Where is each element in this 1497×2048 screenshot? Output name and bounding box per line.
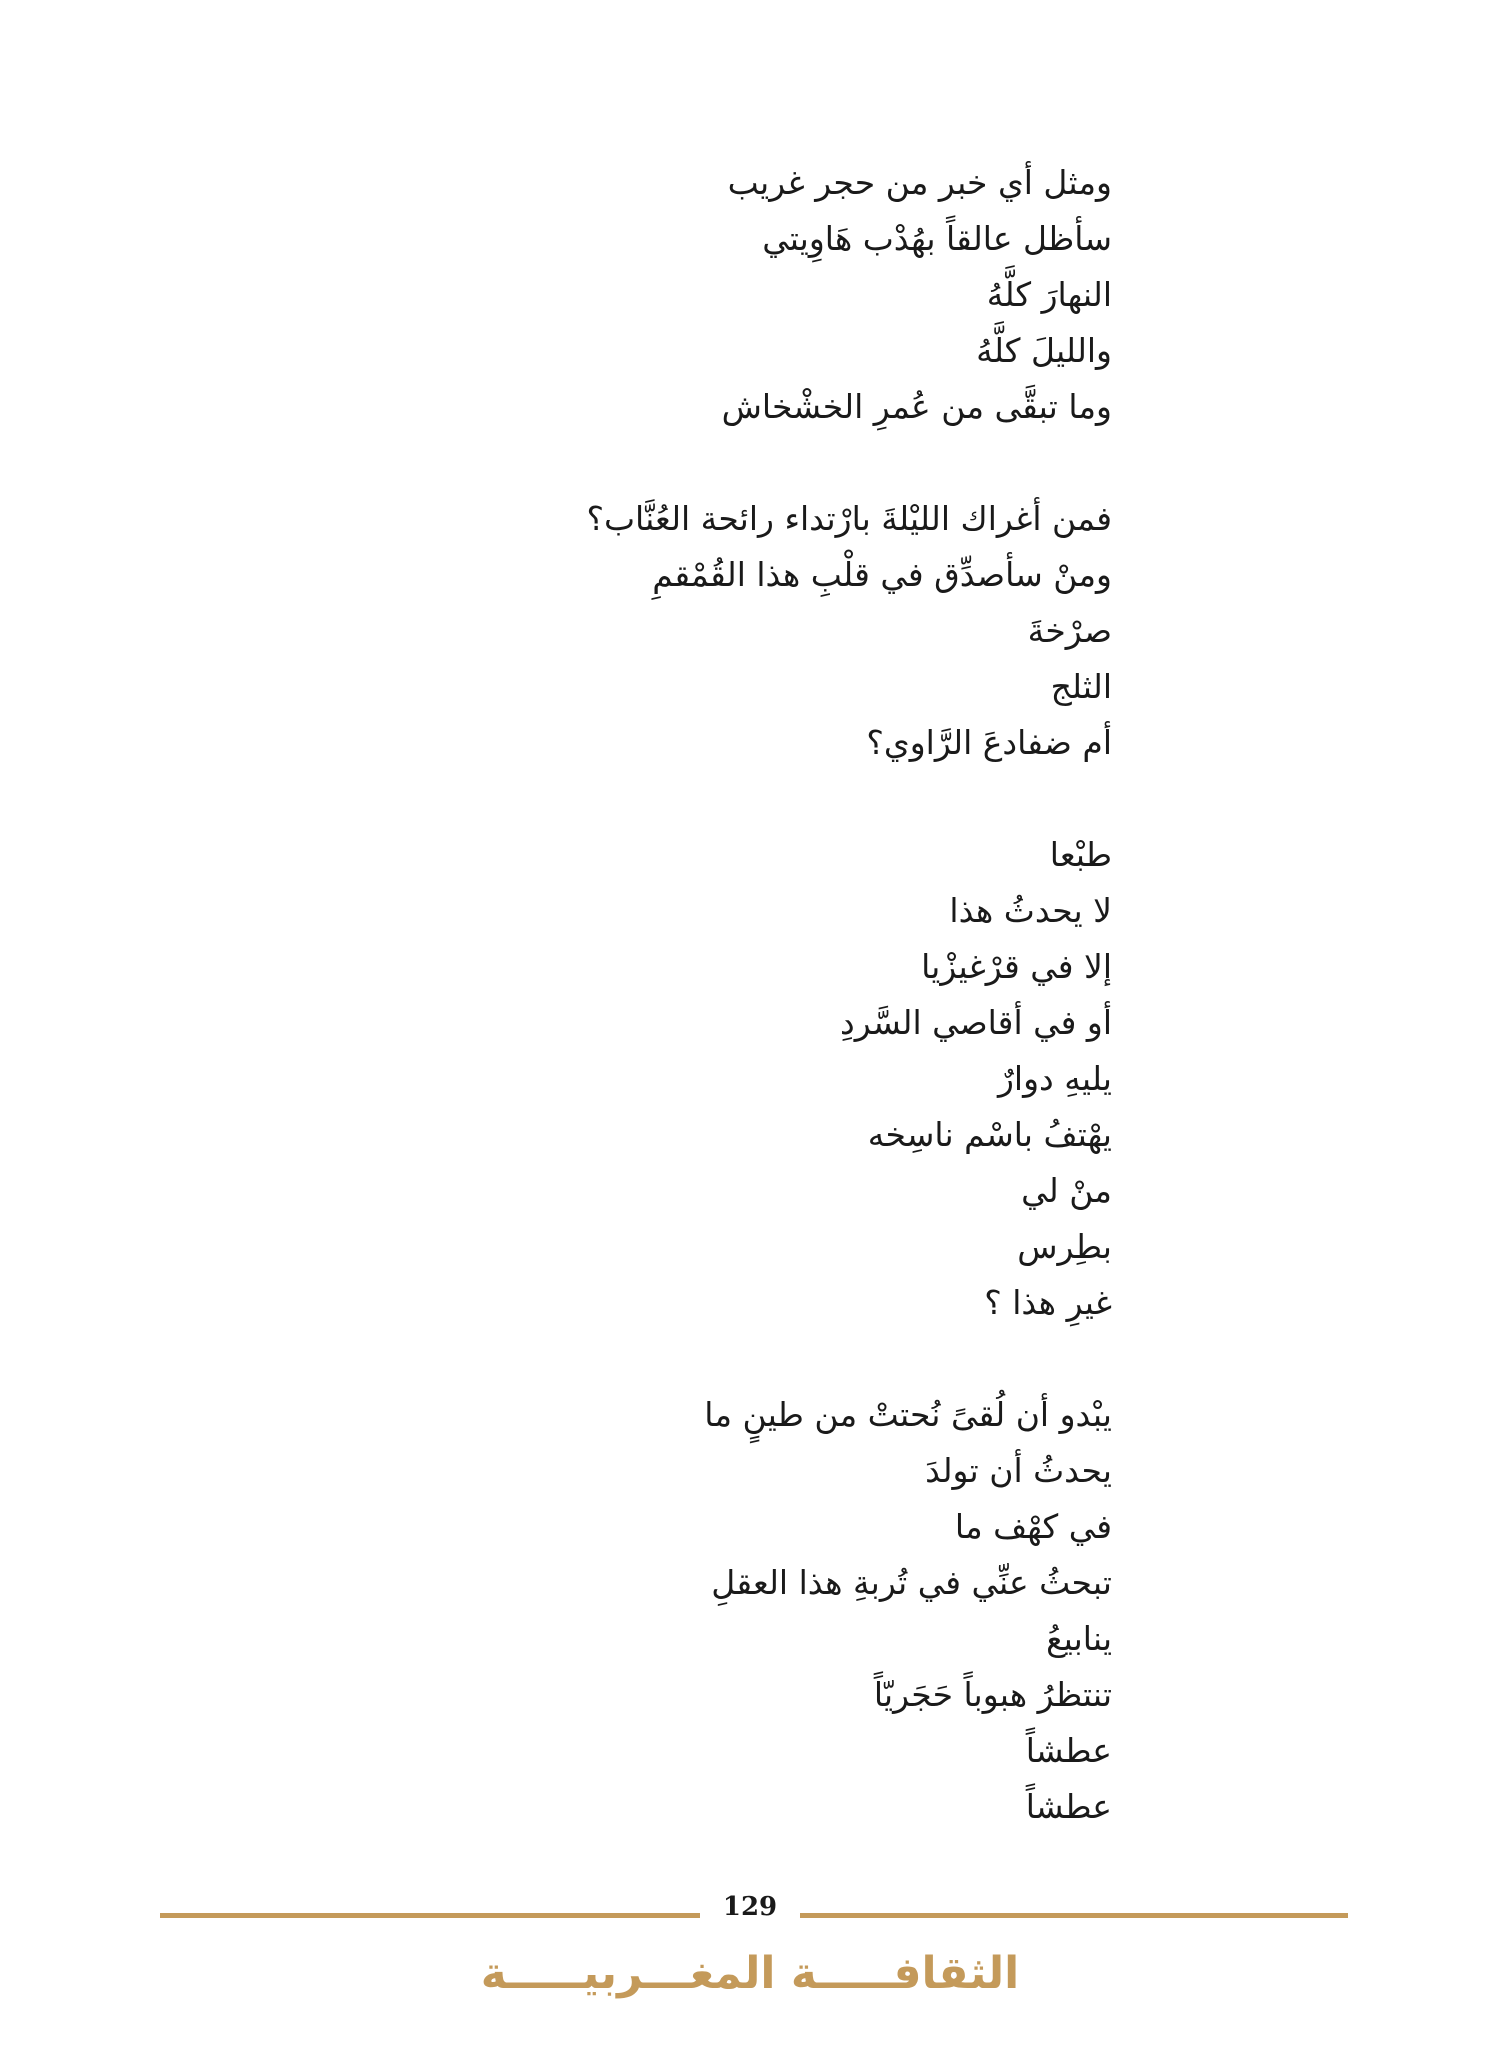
poem-line: صرْخةَ — [1027, 611, 1112, 650]
poem-line: سأظل عالقاً بهُدْب هَاوِيتي — [762, 219, 1112, 258]
poem-line: إلا في قرْغيزْيا — [921, 947, 1112, 986]
poem-line: الثلج — [1050, 667, 1112, 706]
poem-body — [412, 155, 1112, 1835]
stanza-3 — [412, 827, 1112, 1331]
poem-line: غيرِ هذا ؟ — [984, 1283, 1112, 1322]
stanza-2 — [412, 491, 1112, 771]
poem-line: تبحثُ عنِّي في تُربةِ هذا العقلِ — [711, 1563, 1112, 1602]
poem-line: منْ لي — [1021, 1171, 1112, 1210]
page-number: 129 — [722, 1892, 778, 1922]
magazine-title: الثقافـــــة المغـــربيـــــة — [480, 1948, 1020, 1999]
poem-line: ومنْ سأصدِّق في قلْبِ هذا القُمْقمِ — [652, 555, 1112, 594]
poem-line: ومثل أي خبر من حجر غريب — [727, 163, 1112, 202]
poem-line: بطِرس — [1017, 1227, 1112, 1266]
poem-line: عطشاً — [1025, 1787, 1112, 1826]
poem-line: يبْدو أن لُقىً نُحتتْ من طينٍ ما — [704, 1395, 1112, 1434]
poem-line: ينابيعُ — [1046, 1619, 1112, 1658]
poem-line: والليلَ كلَّهُ — [976, 331, 1112, 370]
poem-line: لا يحدثُ هذا — [949, 891, 1112, 930]
poem-line: النهارَ كلَّهُ — [986, 275, 1112, 314]
poem-line: أو في أقاصي السَّردِ — [840, 1003, 1112, 1042]
poem-line: وما تبقَّى من عُمرِ الخشْخاش — [721, 387, 1112, 426]
poem-line: يهْتفُ باسْم ناسِخه — [867, 1115, 1112, 1154]
stanza-4 — [412, 1387, 1112, 1835]
stanza-1 — [412, 155, 1112, 435]
poem-line: عطشاً — [1025, 1731, 1112, 1770]
poem-line: فمن أغراك الليْلةَ بارْتداء رائحة العُنَّاب؟ — [586, 499, 1112, 538]
footer-divider-right — [800, 1913, 1348, 1918]
poem-line: تنتظرُ هبوباً حَجَريّاً — [873, 1675, 1112, 1714]
poem-line: طبْعا — [1049, 835, 1112, 874]
poem-line: يليهِ دوارٌ — [998, 1059, 1112, 1098]
poem-line: يحدثُ أن تولدَ — [925, 1451, 1112, 1490]
footer-divider-left — [160, 1913, 700, 1918]
poem-line: في كهْف ما — [954, 1507, 1112, 1546]
poem-line: أم ضفادعَ الرَّاوي؟ — [866, 723, 1112, 762]
